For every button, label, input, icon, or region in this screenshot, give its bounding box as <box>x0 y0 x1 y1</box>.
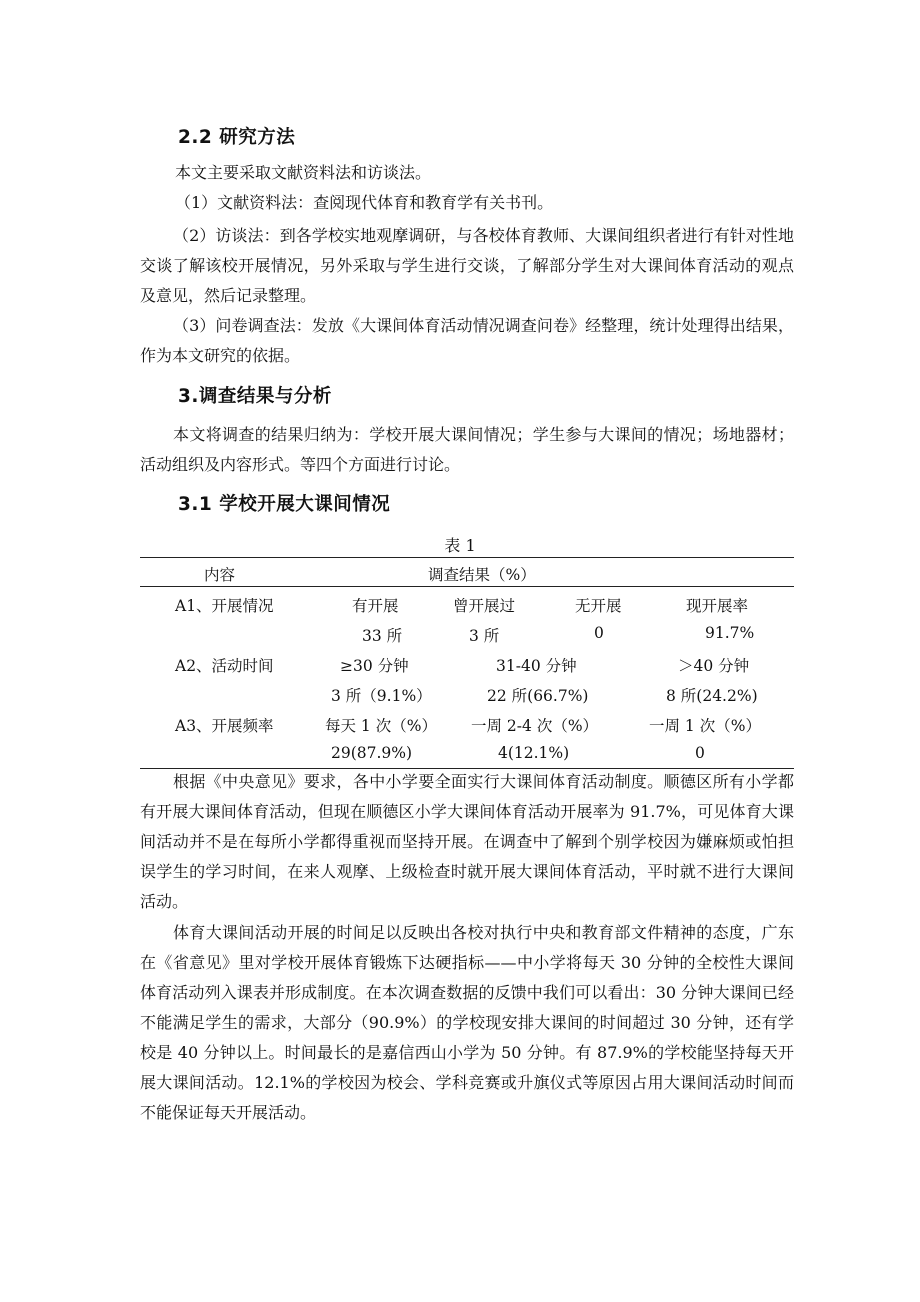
table-cell: 每天 1 次（%） <box>325 717 437 735</box>
table-cell: 一周 1 次（%） <box>649 717 761 735</box>
table-caption: 表 1 <box>444 536 476 555</box>
table-row-label: A3、开展频率 <box>175 717 274 735</box>
table-cell: 无开展 <box>575 597 622 615</box>
table-cell: 91.7% <box>705 624 755 642</box>
table-top-rule <box>140 557 794 558</box>
table-cell: 0 <box>594 624 604 642</box>
section-2-2-heading: 2.2 研究方法 <box>178 127 296 148</box>
table-cell: 0 <box>695 744 705 762</box>
table-cell: 3 所（9.1%） <box>331 687 432 705</box>
table-cell: 4(12.1%) <box>498 744 570 762</box>
method-literature: （1）文献资料法：查阅现代体育和教育学有关书刊。 <box>175 193 554 212</box>
method-interview: （2）访谈法：到各学校实地观摩调研，与各校体育教师、大课间组织者进行有针对性地交谈了解该校开展情况，另外采取与学生进行交谈，了解部分学生对大课间体育活动的观点及意见，然后记录整理。 <box>140 226 794 305</box>
table-cell: 33 所 <box>362 627 403 645</box>
analysis-para-1-block <box>140 767 794 917</box>
table-header-results: 调查结果（%） <box>428 566 536 584</box>
analysis-paragraph: 根据《中央意见》要求，各中小学要全面实行大课间体育活动制度。顺德区所有小学都有开展大课间体育活动，但现在顺德区小学大课间体育活动开展率为 91.7%，可见体育大课间活动并不是在每所小学都得重视而坚持开展。在调查中了解到个别学校因为嫌麻烦或怕担误学生的学习时间，在来人观摩、上级检查时就开展大课间体育活动，平时就不进行大课间活动。 <box>140 772 794 911</box>
method-questionnaire-block <box>140 311 794 371</box>
table-cell: ≥30 分钟 <box>340 657 409 675</box>
table-row-label: A2、活动时间 <box>175 657 274 675</box>
section-3-intro-block <box>140 420 794 480</box>
table-cell: 8 所(24.2%) <box>666 687 758 705</box>
table-cell: 3 所 <box>469 627 500 645</box>
table-cell: 有开展 <box>352 597 399 615</box>
table-header-content: 内容 <box>204 566 236 584</box>
table-cell: ＞40 分钟 <box>678 657 750 675</box>
table-cell: 29(87.9%) <box>331 744 413 762</box>
method-questionnaire: （3）问卷调查法：发放《大课间体育活动情况调查问卷》经整理，统计处理得出结果，作为本文研究的依据。 <box>140 316 794 365</box>
section-3-intro: 本文将调查的结果归纳为：学校开展大课间情况；学生参与大课间的情况；场地器材；活动组织及内容形式。等四个方面进行讨论。 <box>140 425 794 474</box>
table-cell: 22 所(66.7%) <box>487 687 589 705</box>
methods-intro: 本文主要采取文献资料法和访谈法。 <box>175 163 432 182</box>
table-header-rule <box>140 586 794 587</box>
section-3-1-heading: 3.1 学校开展大课间情况 <box>178 494 391 515</box>
table-cell: 一周 2-4 次（%） <box>471 717 599 735</box>
table-row-label: A1、开展情况 <box>175 597 274 615</box>
section-3-heading: 3.调查结果与分析 <box>178 386 332 407</box>
table-cell: 曾开展过 <box>453 597 516 615</box>
table-cell: 现开展率 <box>686 597 749 615</box>
table-cell: 31-40 分钟 <box>496 657 577 675</box>
method-interview-block <box>140 221 794 311</box>
analysis-paragraph: 体育大课间活动开展的时间足以反映出各校对执行中央和教育部文件精神的态度，广东在《省意见》里对学校开展体育锻炼下达硬指标——中小学将每天 30 分钟的全校性大课间体育活动列入课表并形成制度。在本次调查数据的反馈中我们可以看出：30 分钟大课间已经不能满足学生的需求，大部分（90.9%）的学校现安排大课间的时间超过 30 分钟，还有学校是 40 分钟以上。时间最长的是嘉信西山小学为 50 分钟。有 87.9%的学校能坚持每天开展大课间活动。12.1%的学校因为校会、学科竞赛或升旗仪式等原因占用大课间活动时间而不能保证每天开展活动。 <box>140 923 794 1122</box>
analysis-para-2-block <box>140 918 794 1128</box>
